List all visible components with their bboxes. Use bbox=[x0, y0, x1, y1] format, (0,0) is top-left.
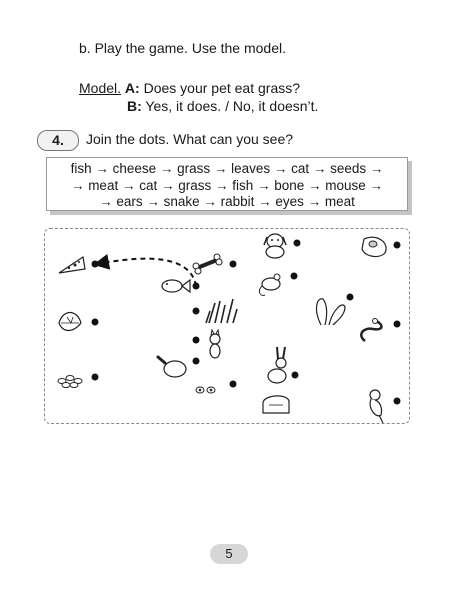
model-question: Does your pet eat grass? bbox=[143, 80, 301, 96]
dot[interactable] bbox=[230, 261, 237, 268]
leaves-picture bbox=[59, 313, 81, 331]
dot[interactable] bbox=[193, 283, 200, 290]
eyes-picture bbox=[196, 387, 215, 393]
meat-picture bbox=[362, 237, 386, 256]
sequence-line-1: fish → cheese → grass → leaves → cat → seeds → bbox=[70, 161, 384, 176]
bread-picture bbox=[263, 396, 289, 413]
dot[interactable] bbox=[347, 294, 354, 301]
rabbit-picture bbox=[268, 347, 286, 383]
model-line-b bbox=[127, 98, 318, 114]
mouse-picture bbox=[259, 274, 280, 295]
bone-picture bbox=[193, 254, 222, 274]
model-line-a bbox=[79, 80, 300, 96]
dot[interactable] bbox=[394, 398, 401, 405]
sequence-box bbox=[46, 157, 408, 211]
cheese-picture bbox=[59, 257, 85, 273]
sequence-line-2: → meat → cat → grass → fish → bone → mouse → bbox=[70, 177, 384, 193]
grass-picture bbox=[206, 299, 237, 323]
cat-picture bbox=[210, 330, 220, 358]
exercise-instruction: Join the dots. What can you see? bbox=[86, 131, 294, 147]
dot[interactable] bbox=[92, 319, 99, 326]
speaker-b: B: bbox=[127, 98, 142, 114]
dot[interactable] bbox=[92, 374, 99, 381]
exercise-number-badge: 4. bbox=[37, 130, 79, 151]
sequence-line-3: → ears → snake → rabbit → eyes → meat bbox=[99, 194, 355, 209]
parrot-picture bbox=[370, 390, 383, 423]
dot[interactable] bbox=[193, 358, 200, 365]
snake-picture bbox=[361, 319, 381, 342]
model-answer: Yes, it does. / No, it doesn’t. bbox=[145, 98, 319, 114]
dot[interactable] bbox=[92, 261, 99, 268]
example-connection-arrow bbox=[97, 259, 196, 286]
page-number: 5 bbox=[210, 544, 248, 564]
dot[interactable] bbox=[230, 381, 237, 388]
fish-picture bbox=[162, 280, 190, 292]
chicken-leg-picture bbox=[158, 357, 186, 377]
dog-picture bbox=[264, 234, 286, 258]
dot[interactable] bbox=[394, 242, 401, 249]
speaker-a: A: bbox=[124, 80, 140, 96]
seeds-picture bbox=[58, 376, 82, 388]
dot[interactable] bbox=[292, 372, 299, 379]
task-b-instruction: b. Play the game. Use the model. bbox=[79, 40, 286, 56]
dot-puzzle-canvas bbox=[45, 229, 411, 425]
dot-puzzle bbox=[44, 228, 410, 424]
dot[interactable] bbox=[294, 240, 301, 247]
dot[interactable] bbox=[394, 321, 401, 328]
rabbit-ears-picture bbox=[317, 299, 345, 325]
model-label: Model. bbox=[79, 80, 122, 96]
dot[interactable] bbox=[193, 337, 200, 344]
dot[interactable] bbox=[291, 273, 298, 280]
dot[interactable] bbox=[193, 308, 200, 315]
